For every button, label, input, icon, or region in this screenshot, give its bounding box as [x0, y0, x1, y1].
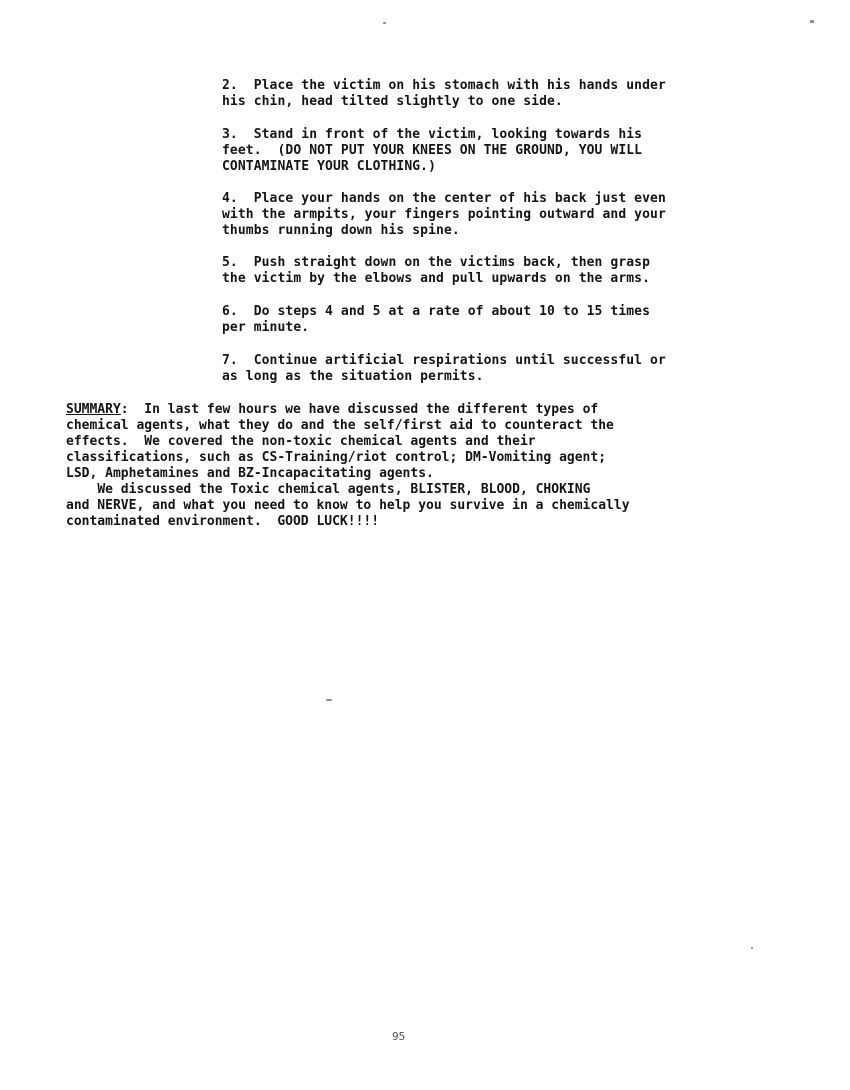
summary-paragraph [66, 402, 786, 530]
scan-speck [383, 22, 386, 24]
step-6: 6. Do steps 4 and 5 at a rate of about 10 to 15 times per minute. [222, 304, 651, 335]
scan-speck [810, 20, 814, 23]
step-2: 2. Place the victim on his stomach with his hands under his chin, head tilted slightly to one side. [222, 78, 666, 109]
page-number: 95 [392, 1030, 406, 1043]
step-5: 5. Push straight down on the victims back, then grasp the victim by the elbows and pull upwards on the arms. [222, 255, 651, 286]
summary-label: SUMMARY [66, 402, 121, 417]
scan-speck [751, 947, 753, 949]
summary-body: : In last few hours we have discussed the different types of chemical agents, what they do and the self/first aid to counteract the effects. We covered the non-toxic chemical agents and their classifications, such as CS-Training/riot control; DM-Vomiting agent; LSD, Amphetamines and BZ-Incapacitating agents. We discussed the Toxic chemical agents, BLISTER, BLOOD, CHOKING and NERVE, and what you need to know to help you survive in a chemically contaminated environment. GOOD LUCK!!!! [66, 402, 630, 529]
step-4: 4. Place your hands on the center of his back just even with the armpits, your fingers pointing outward and your thumbs running down his spine. [222, 191, 666, 238]
step-3: 3. Stand in front of the victim, looking towards his feet. (DO NOT PUT YOUR KNEES ON THE GROUND, YOU WILL CONTAMINATE YOUR CLOTHING.) [222, 127, 643, 174]
scan-speck [326, 699, 332, 701]
step-7: 7. Continue artificial respirations until successful or as long as the situation permits. [222, 353, 666, 384]
